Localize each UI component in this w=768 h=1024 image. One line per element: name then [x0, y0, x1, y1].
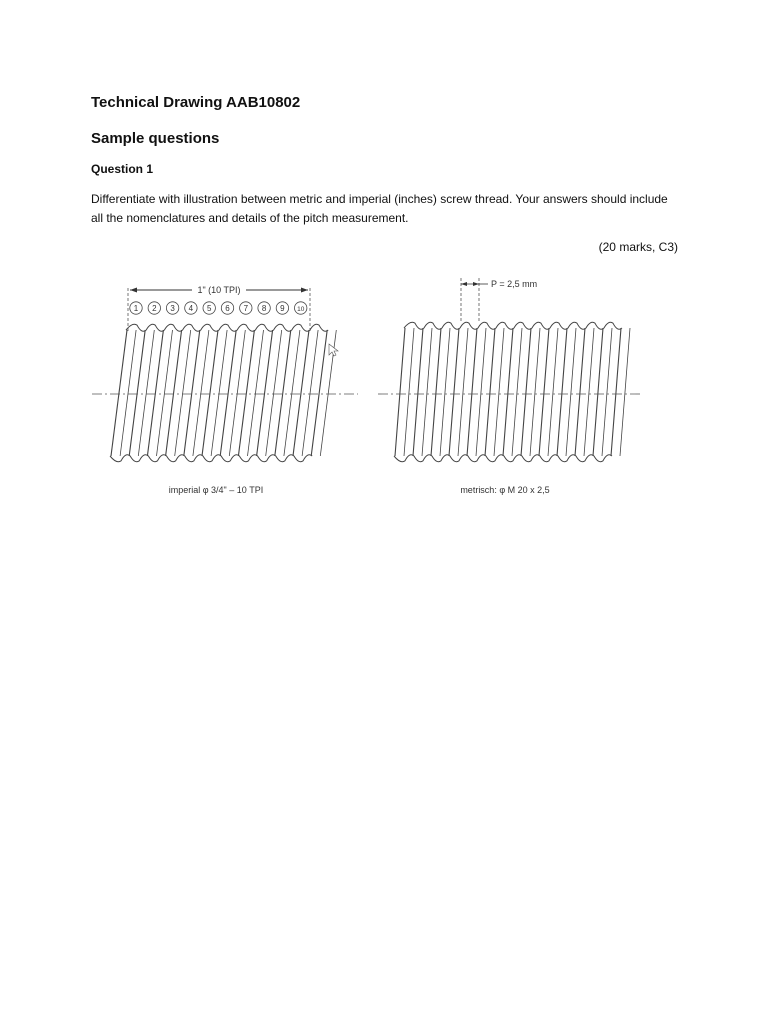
- arrowhead-icon: [130, 288, 137, 293]
- thread-line: [503, 328, 513, 456]
- metric-thread: [378, 278, 640, 495]
- thread-count-number: 3: [170, 304, 175, 313]
- thread-line: [193, 330, 209, 456]
- thread-line: [584, 328, 594, 456]
- thread-line: [147, 330, 163, 456]
- thread-line: [485, 328, 495, 456]
- question-number: Question 1: [91, 162, 154, 176]
- thread-line: [467, 328, 477, 456]
- thread-line: [575, 328, 585, 456]
- thread-line: [431, 328, 441, 456]
- thread-drawing: [88, 272, 648, 502]
- thread-illustration: [88, 272, 648, 502]
- thread-line: [557, 328, 567, 456]
- thread-line: [220, 330, 236, 456]
- question-text: Differentiate with illustration between metric and imperial (inches) screw thread. Your answers should include all the nomenclatures and details of the pitch measurement.: [91, 192, 668, 225]
- metric-caption: metrisch: φ M 20 x 2,5: [460, 485, 550, 495]
- thread-line: [293, 330, 309, 456]
- thread-line: [476, 328, 486, 456]
- thread-line: [620, 328, 630, 456]
- thread-line: [229, 330, 245, 456]
- thread-line: [111, 330, 127, 456]
- marks-label: (20 marks, C3): [598, 240, 678, 254]
- thread-line: [284, 330, 300, 456]
- thread-line: [395, 328, 405, 456]
- thread-line: [539, 328, 549, 456]
- thread-count-number: 8: [261, 304, 267, 313]
- thread-line: [440, 328, 450, 456]
- thread-line: [521, 328, 531, 456]
- thread-line: [202, 330, 218, 456]
- thread-count-markers: [130, 302, 307, 314]
- thread-line: [593, 328, 603, 456]
- thread-count-number: 5: [206, 304, 212, 313]
- arrowhead-icon: [301, 288, 308, 293]
- document-title: Technical Drawing AAB10802: [91, 94, 301, 111]
- thread-line: [238, 330, 254, 456]
- thread-line: [302, 330, 318, 456]
- thread-line: [449, 328, 459, 456]
- imperial-thread: [92, 282, 358, 495]
- thread-line: [138, 330, 154, 456]
- arrowhead-icon: [473, 282, 479, 286]
- thread-line: [266, 330, 282, 456]
- imperial-caption: imperial φ 3/4" – 10 TPI: [168, 485, 264, 495]
- thread-count-number: 4: [188, 304, 194, 313]
- thread-line: [611, 328, 621, 456]
- thread-line: [166, 330, 182, 456]
- thread-line: [275, 330, 291, 456]
- imperial-dimension-label: 1" (10 TPI): [197, 285, 241, 295]
- thread-line: [566, 328, 576, 456]
- thread-line: [512, 328, 522, 456]
- thread-line: [175, 330, 191, 456]
- metric-pitch-label: P = 2,5 mm: [491, 279, 538, 289]
- imperial-thread-lines: [110, 324, 336, 461]
- thread-line: [157, 330, 173, 456]
- thread-line: [211, 330, 227, 456]
- thread-line: [311, 330, 327, 456]
- thread-count-number: 10: [297, 306, 305, 313]
- thread-line: [458, 328, 468, 456]
- thread-count-number: 2: [152, 304, 157, 313]
- thread-line: [602, 328, 612, 456]
- metric-thread-lines: [394, 322, 630, 461]
- thread-line: [404, 328, 414, 456]
- thread-line: [129, 330, 145, 456]
- thread-line: [120, 330, 136, 456]
- thread-line: [530, 328, 540, 456]
- thread-count-number: 9: [280, 304, 285, 313]
- section-heading: Sample questions: [91, 130, 220, 147]
- thread-count-number: 7: [243, 304, 249, 313]
- thread-line: [248, 330, 264, 456]
- cursor-icon: [329, 344, 338, 356]
- arrowhead-icon: [461, 282, 467, 286]
- thread-count-number: 6: [225, 304, 230, 313]
- thread-line: [413, 328, 423, 456]
- thread-line: [184, 330, 200, 456]
- thread-line: [257, 330, 273, 456]
- thread-count-number: 1: [133, 304, 139, 313]
- thread-line: [548, 328, 558, 456]
- thread-line: [422, 328, 432, 456]
- thread-line: [494, 328, 504, 456]
